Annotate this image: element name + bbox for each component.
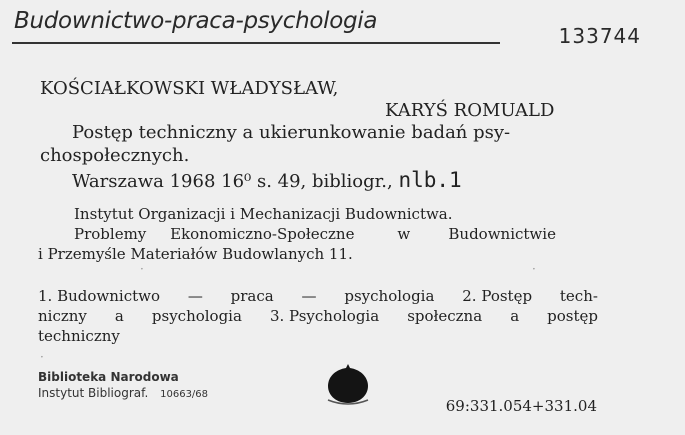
- tracings-line-3: techniczny: [38, 327, 120, 345]
- imprint-text: Warszawa 1968 16⁰ s. 49, bibliogr.,: [72, 171, 393, 192]
- coauthor: KARYŚ ROMUALD: [385, 100, 555, 121]
- tracing-word: praca: [230, 287, 274, 305]
- title-line-2: chospołecznych.: [40, 145, 190, 166]
- author: KOŚCIAŁKOWSKI WŁADYSŁAW,: [40, 78, 339, 99]
- series-word: w: [397, 225, 411, 243]
- tracing-word: niczny: [38, 307, 87, 325]
- accession-number: 133744: [558, 24, 641, 48]
- series-word: Budownictwie: [448, 225, 556, 243]
- tracing-word: społeczna: [407, 307, 483, 325]
- tracing-word: psychologia: [151, 307, 242, 325]
- tracing-word: psychologia: [344, 287, 435, 305]
- tracing-word: 2. Postęp: [462, 287, 533, 305]
- series-word: Problemy: [74, 225, 147, 243]
- speck-mark: ·: [140, 262, 144, 276]
- nlb-mark: nlb.1: [398, 168, 462, 192]
- tracing-word: a: [510, 307, 520, 325]
- library-number: 10663/68: [160, 389, 209, 400]
- series-line-2: [74, 225, 556, 243]
- tracing-word: —: [301, 287, 317, 305]
- speck-mark: ·: [40, 350, 44, 364]
- imprint: [72, 168, 462, 192]
- library-name: Biblioteka Narodowa: [38, 370, 179, 384]
- subject-heading: Budownictwo-praca-psychologia: [14, 8, 378, 34]
- punch-hole-icon: [324, 362, 372, 406]
- tracings-line-2: [38, 307, 598, 325]
- tracings-line-1: [38, 287, 598, 305]
- tracing-word: postęp: [547, 307, 598, 325]
- speck-mark: ·: [532, 262, 536, 276]
- tracing-word: —: [187, 287, 203, 305]
- library-institute-label: Instytut Bibliograf.: [38, 386, 149, 400]
- tracing-word: a: [114, 307, 124, 325]
- ukd-classification: 69:331.054+331.04: [445, 397, 597, 415]
- series-line-1: Instytut Organizacji i Mechanizacji Budownictwa.: [74, 205, 453, 223]
- library-institute: [38, 386, 208, 400]
- tracing-word: tech-: [559, 287, 598, 305]
- series-line-3: i Przemyśle Materiałów Budowlanych 11.: [38, 245, 353, 263]
- series-word: Ekonomiczno-Społeczne: [170, 225, 355, 243]
- subject-underline: [12, 42, 500, 44]
- title-line-1: Postęp techniczny a ukierunkowanie badań psy-: [72, 122, 511, 143]
- tracing-word: 1. Budownictwo: [38, 287, 160, 305]
- tracing-word: 3. Psychologia: [269, 307, 380, 325]
